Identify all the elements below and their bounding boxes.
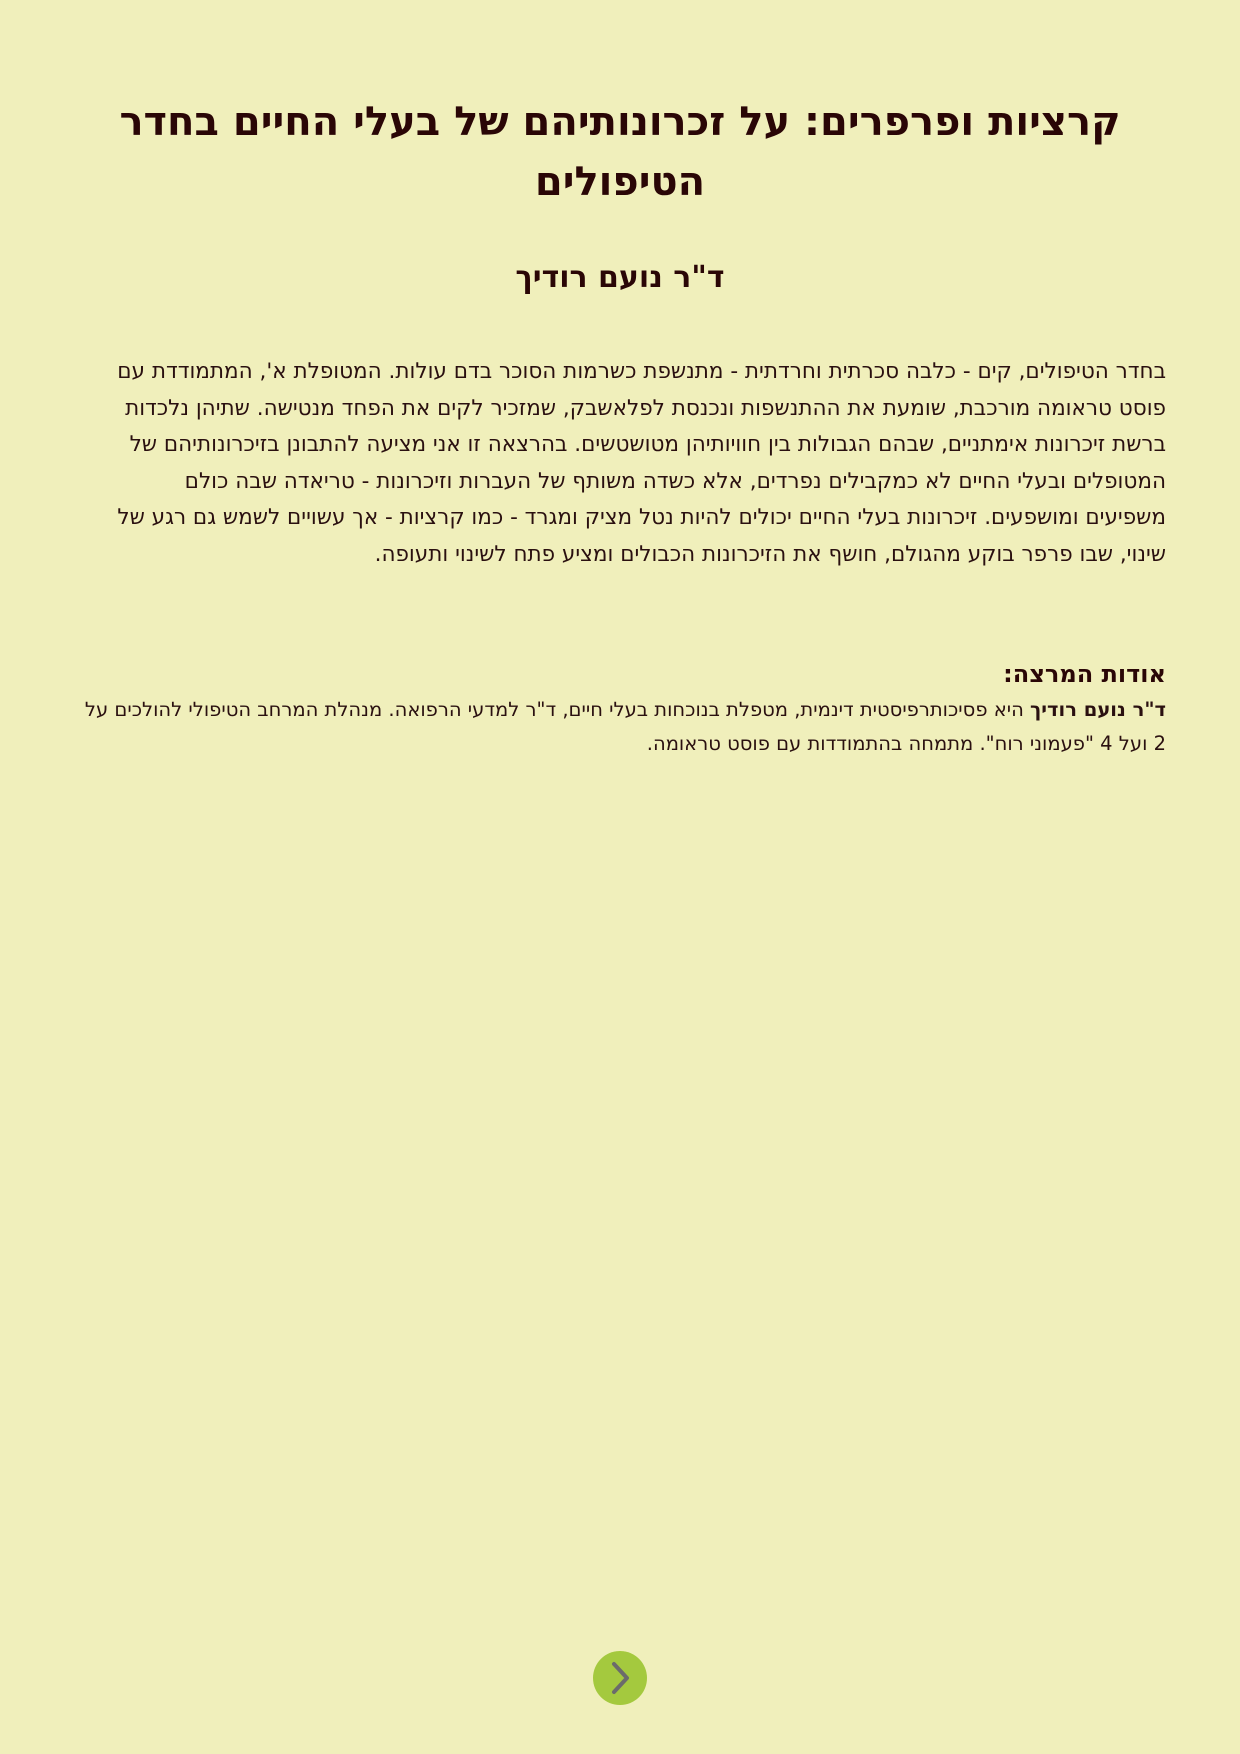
next-page-button[interactable] xyxy=(593,1651,647,1705)
speaker-bio-name: ד"ר נועם רודיך xyxy=(1030,698,1166,721)
speaker-bio-text: היא פסיכותרפיסטית דינמית, מטפלת בנוכחות בעלי חיים, ד"ר למדעי הרפואה. מנהלת המרחב הטיפולי להולכים על 2 ועל 4 "פעמוני רוח". מתמחה בהתמודדות עם פוסט טראומה. xyxy=(84,698,1166,755)
about-speaker-heading: אודות המרצה: xyxy=(1003,660,1166,688)
author-name: ד"ר נועם רודיך xyxy=(515,260,725,295)
speaker-bio xyxy=(70,693,1166,761)
page-title: קרציות ופרפרים: על זכרונותיהם של בעלי החיים בחדר הטיפולים xyxy=(119,99,1121,205)
chevron-right-icon xyxy=(605,1660,635,1696)
lecture-abstract: בחדר הטיפולים, קים - כלבה סכרתית וחרדתית - מתנשפת כשרמות הסוכר בדם עולות. המטופלת א', המתמודדת עם פוסט טראומה מורכבת, שומעת את ההתנשפות ונכנסת לפלאשבק, שמזכיר לקים את הפחד מנטישה. שתיהן נלכדות ברשת זיכרונות אימתניים, שבהם הגבולות בין חוויותיהן מטושטשים. בהרצאה זו אני מציעה להתבונן בזיכרונותיהם של המטופלים ובעלי החיים לא כמקבילים נפרדים, אלא כשדה משותף של העברות וזיכרונות - טריאדה שבה כולם משפיעים ומושפעים. זיכרונות בעלי החיים יכולים להיות נטל מציק ומגרד - כמו קרציות - אך עשויים לשמש גם רגע של שינוי, שבו פרפר בוקע מהגולם, חושף את הזיכרונות הכבולים ומציע פתח לשינוי ותעופה. xyxy=(117,359,1166,567)
